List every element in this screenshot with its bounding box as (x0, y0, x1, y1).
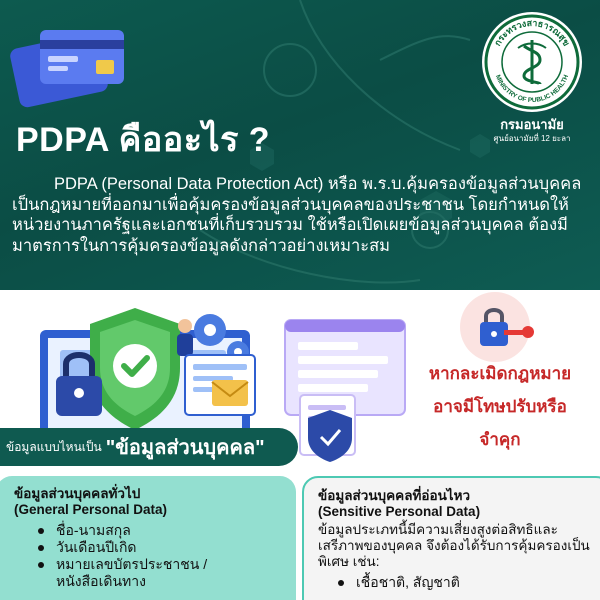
person-icon (177, 319, 193, 356)
general-data-card (0, 476, 296, 600)
intro-paragraph (12, 174, 592, 256)
seal-text-bottom: MINISTRY OF PUBLIC HEALTH (493, 73, 571, 105)
sensitive-items-list (318, 574, 596, 591)
page-title: PDPA คืออะไร ? (16, 121, 271, 159)
sensitive-card-subtitle: (Sensitive Personal Data) (318, 504, 481, 519)
list-item: เชื้อชาติ, สัญชาติ (332, 574, 596, 591)
credit-card-icon (9, 30, 124, 109)
org-subtitle: ศูนย์อนามัยที่ 12 ยะลา (493, 134, 571, 143)
key-icon (460, 292, 534, 362)
warning-text (400, 357, 600, 456)
header-section (0, 0, 600, 290)
general-card-subtitle: (General Personal Data) (14, 502, 168, 517)
warning-line: จำคุก (479, 430, 521, 449)
seal-emblem-icon (482, 12, 582, 112)
general-card-title: ข้อมูลส่วนบุคคลทั่วไป (14, 486, 141, 501)
list-item: ชื่อ-นามสกุล (32, 522, 282, 539)
ministry-seal (482, 12, 582, 112)
banner-highlight: "ข้อมูลส่วนบุคคล" (105, 437, 265, 459)
category-banner (0, 428, 298, 466)
warning-line: หากละเมิดกฎหมาย (428, 364, 572, 383)
envelope-icon (212, 380, 248, 406)
intro-text: PDPA (Personal Data Protection Act) หรือ พ.ร.บ.คุ้มครองข้อมูลส่วนบุคคล เป็นกฎหมายที่ออกมาเพื่อคุ้มครองข้อมูลส่วนบุคคลของประชาชน โดยกำหนดให้หน่วยงานภาครัฐและเอกชนที่เก็บรวบรวม ใช้หรือเปิดเผยข้อมูลส่วนบุคคล ต้องมีมาตรการในการคุ้มครองข้อมูลดังกล่าวอย่างเหมาะสม (12, 175, 582, 255)
general-items-list (10, 522, 282, 590)
list-item: วันเดือนปีเกิด (32, 539, 282, 556)
list-item: หมายเลขบัตรประชาชน / หนังสือเดินทาง (32, 556, 282, 590)
banner-prefix: ข้อมูลแบบไหนเป็น (6, 439, 102, 454)
warning-line: อาจมีโทษปรับหรือ (433, 397, 567, 416)
browser-window-icon (285, 320, 405, 462)
sensitive-card-title: ข้อมูลส่วนบุคคลที่อ่อนไหว (318, 488, 471, 503)
sensitive-card-description: ข้อมูลประเภทนี้มีความเสี่ยงสูงต่อสิทธิและเสรีภาพของบุคคล จึงต้องได้รับการคุ้มครองเป็นพิเศษ เช่น: (318, 522, 590, 569)
sensitive-data-card (302, 476, 600, 600)
org-name: กรมอนามัย (500, 117, 564, 132)
seal-text-top: กระทรวงสาธารณสุข (492, 17, 572, 48)
